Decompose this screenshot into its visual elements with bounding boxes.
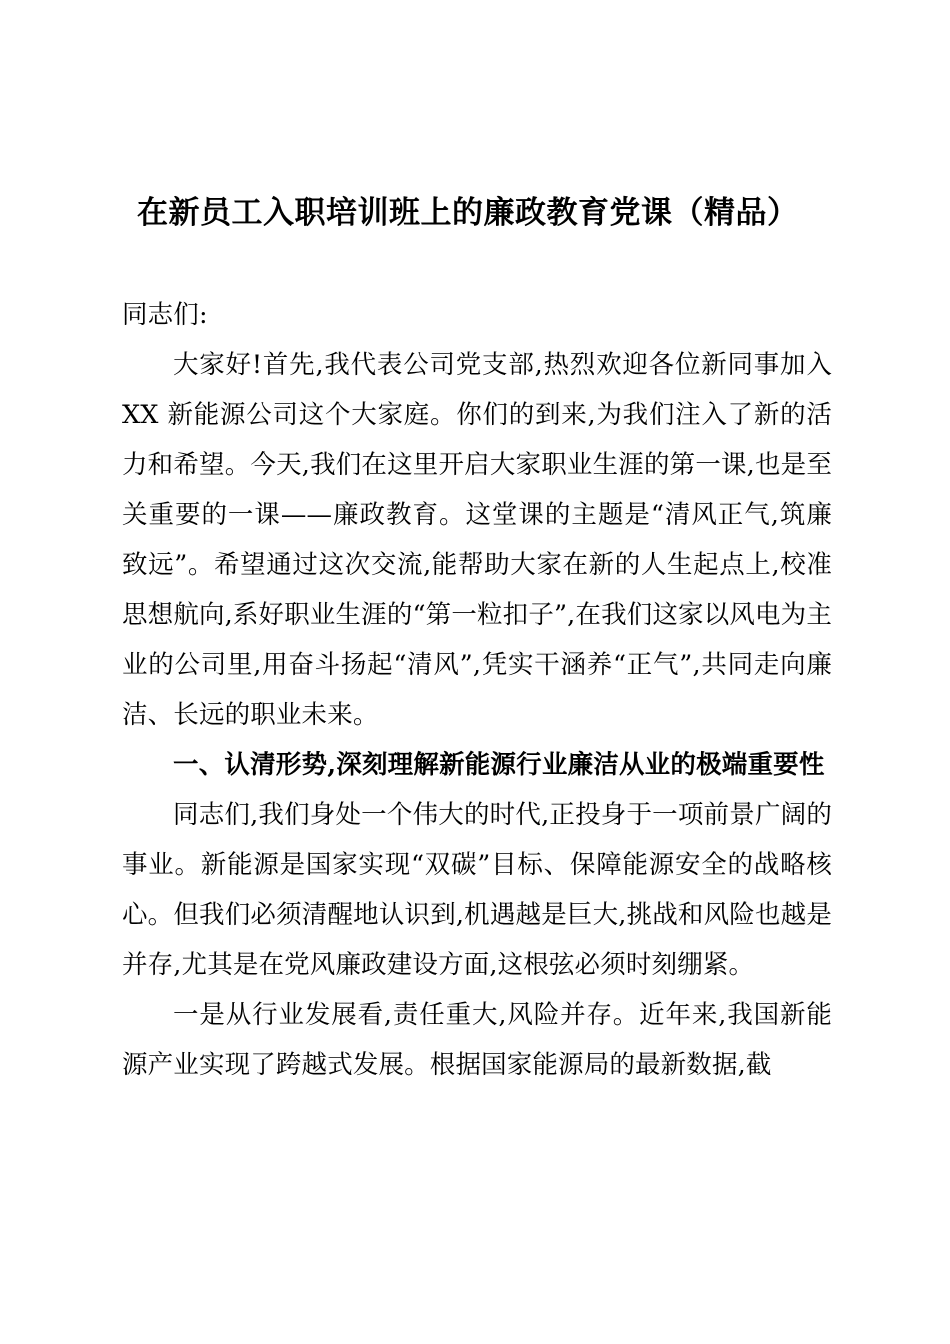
paragraph-section-one-body-1: 同志们,我们身处一个伟大的时代,正投身于一项前景广阔的事业。新能源是国家实现“双碳”目标、保障能源安全的战略核心。但我们必须清醒地认识到,机遇越是巨大,挑战和风险也越是并存,尤其是在党风廉政建设方面,这根弦必须时刻绷紧。: [122, 800, 832, 980]
page-title: 在新员工入职培训班上的廉政教育党课（精品）: [137, 195, 799, 231]
title-block: [137, 191, 857, 235]
salutation: 同志们:: [122, 300, 208, 330]
document-body: [122, 290, 832, 1090]
section-heading-one: 一、认清形势,深刻理解新能源行业廉洁从业的极端重要性: [173, 750, 825, 780]
paragraph-opening: 大家好!首先,我代表公司党支部,热烈欢迎各位新同事加入 XX 新能源公司这个大家庭。你们的到来,为我们注入了新的活力和希望。今天,我们在这里开启大家职业生涯的第一课,也是至关重要的一课——廉政教育。这堂课的主题是“清风正气,筑廉致远”。希望通过这次交流,能帮助大家在新的人生起点上,校准思想航向,系好职业生涯的“第一粒扣子”,在我们这家以风电为主业的公司里,用奋斗扬起“清风”,凭实干涵养“正气”,共同走向廉洁、长远的职业未来。: [122, 350, 832, 730]
paragraph-section-one-body-2: 一是从行业发展看,责任重大,风险并存。近年来,我国新能源产业实现了跨越式发展。根据国家能源局的最新数据,截: [122, 1000, 832, 1080]
